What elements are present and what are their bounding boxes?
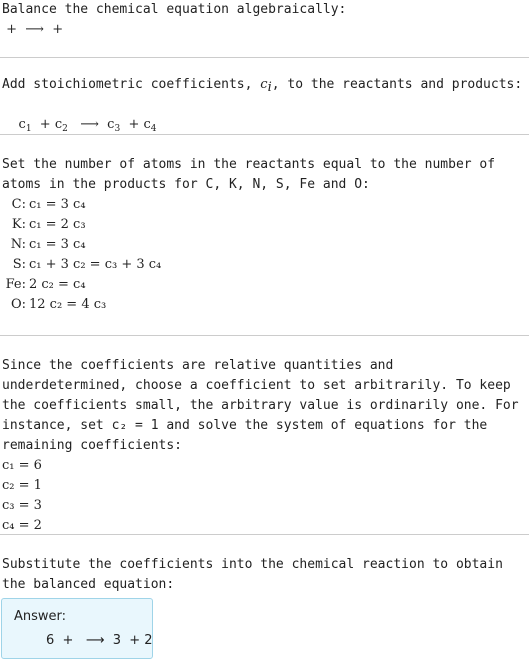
term-sub: 1 — [25, 124, 32, 134]
term-sub: 3 — [114, 124, 121, 134]
element-label: O: — [10, 297, 26, 312]
divider-4 — [0, 534, 529, 535]
element-label: C: — [11, 197, 26, 212]
element-label: S: — [12, 257, 26, 272]
coefficient-var: c — [260, 77, 268, 92]
term-sub: 4 — [150, 124, 157, 134]
atom-equation-row — [2, 195, 527, 215]
atom-equation-row — [2, 255, 527, 275]
solve-section — [2, 356, 527, 536]
solution-line: c₁ = 6 — [2, 458, 42, 473]
solution-line: c₄ = 2 — [2, 518, 42, 533]
atom-balance-section — [2, 155, 527, 315]
element-label: Fe: — [5, 277, 26, 292]
substitute-heading: Substitute the coefficients into the chemical reaction to obtain the balanced equation: — [2, 557, 503, 592]
atom-balance-heading: Set the number of atoms in the reactants equal to the number of atoms in the products for C, K, N, S, Fe and O: — [2, 157, 496, 192]
coefficients-heading — [2, 75, 527, 95]
coefficients-heading-post: , to the reactants and products: — [271, 77, 523, 92]
atom-equations — [2, 195, 527, 315]
term-c: + c — [31, 117, 63, 132]
balanced-equation: 6 + ⟶ 3 + 2 — [46, 633, 153, 648]
divider-1 — [0, 57, 529, 58]
element-label: K: — [11, 217, 26, 232]
term-c: c — [18, 117, 26, 132]
atom-equation-row — [2, 215, 527, 235]
atom-equation-row — [2, 275, 527, 295]
substitute-section — [2, 555, 527, 595]
atom-equation-row — [2, 235, 527, 255]
answer-box — [1, 598, 153, 659]
element-equation: c₁ + 3 c₂ = c₃ + 3 c₄ — [29, 257, 162, 272]
solution-line: c₃ = 3 — [2, 498, 42, 513]
solution-line: c₂ = 1 — [2, 478, 42, 493]
unbalanced-equation: + ⟶ + — [2, 22, 68, 37]
element-equation: 2 c₂ = c₄ — [29, 277, 86, 292]
coefficients-section — [2, 75, 527, 155]
coefficients-heading-pre: Add stoichiometric coefficients, — [2, 77, 261, 92]
term-c: ⟶ c — [67, 117, 115, 132]
element-label: N: — [10, 237, 26, 252]
term-c: + c — [120, 117, 151, 132]
divider-3 — [0, 335, 529, 336]
term-sub: 2 — [62, 124, 68, 134]
coefficient-equation — [2, 95, 527, 155]
element-equation: 12 c₂ = 4 c₃ — [29, 297, 107, 312]
intro-section — [2, 0, 527, 40]
element-equation: c₁ = 2 c₃ — [29, 217, 86, 232]
solve-heading: Since the coefficients are relative quantities and underdetermined, choose a coefficient to set arbitrarily. To keep the coefficients small, the arbitrary value is ordinarily one. For instance, set c₂ = 1 and solve the system of equations for the remaining coefficients: — [2, 358, 519, 453]
intro-heading: Balance the chemical equation algebraically: — [2, 2, 347, 17]
element-equation: c₁ = 3 c₄ — [29, 237, 86, 252]
answer-label: Answer: — [14, 609, 67, 624]
divider-2 — [0, 134, 529, 135]
element-equation: c₁ = 3 c₄ — [29, 197, 86, 212]
coefficient-sub: i — [267, 80, 272, 95]
atom-equation-row — [2, 295, 527, 315]
